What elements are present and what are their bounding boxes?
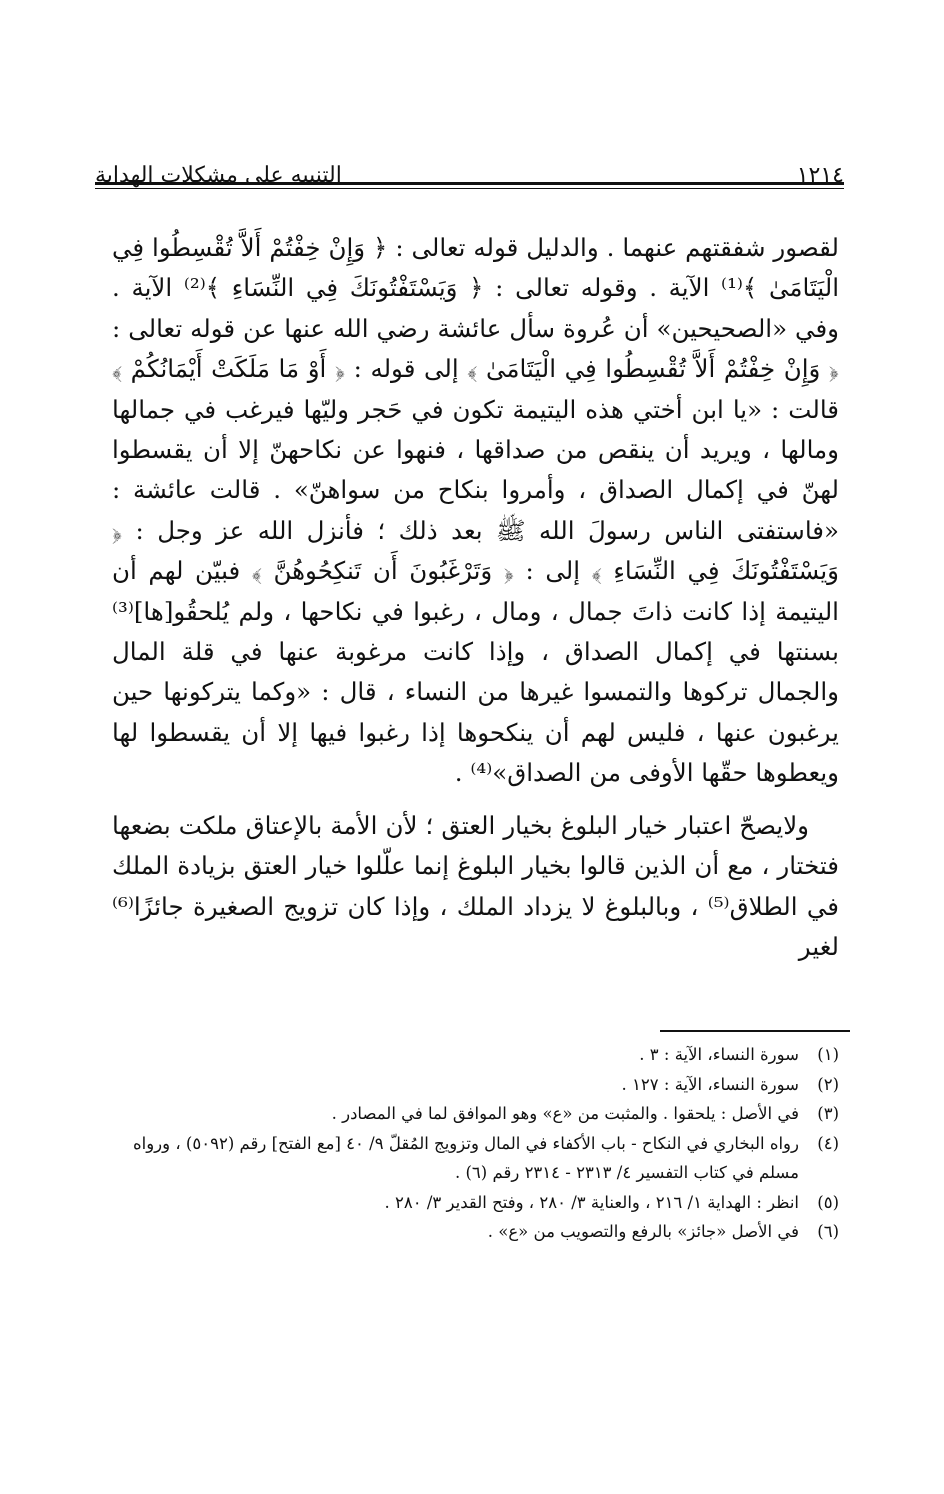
footnote — [112, 1188, 839, 1218]
footnote-text: سورة النساء، الآية : ٣ . — [639, 1045, 799, 1064]
main-text — [112, 228, 839, 967]
footnote-number: (٣) — [817, 1104, 839, 1123]
footnote-text: في الأصل «جائز» بالرفع والتصويب من «ع» . — [487, 1222, 799, 1241]
footnote-number: (٥) — [817, 1192, 839, 1212]
footnote-separator — [660, 1030, 850, 1032]
footnote-text: سورة النساء، الآية : ١٢٧ . — [621, 1074, 799, 1094]
footnote-text: رواه البخاري في النكاح - باب الأكفاء في المال وتزويج المُقلّ ٩/ ٤٠ [مع الفتح] رقم (٥٠٩٢) ، ورواه مسلم في كتاب التفسير ٤/ ٢٣١٣ - ٢٣١٤ رقم (٦) . — [132, 1133, 799, 1182]
footnote — [112, 1129, 839, 1188]
footnote — [112, 1217, 839, 1247]
footnote — [112, 1070, 839, 1100]
header-rule-thin — [95, 188, 844, 189]
footnote-number: (٦) — [817, 1222, 839, 1241]
book-title: التنبيه على مشكلات الهداية — [95, 163, 342, 188]
footnote — [112, 1040, 839, 1070]
paragraph: ولايصحّ اعتبار خيار البلوغ بخيار العتق ؛ لأن الأمة بالإعتاق ملكت بضعها فتختار ، مع أن الذين قالوا بخيار البلوغ إنما علّلوا خيار العتق بزيادة الملك في الطلاق⁽⁵⁾ ، وبالبلوغ لا يزداد الملك ، وإذا كان تزويج الصغيرة جائزًا⁽⁶⁾ لغير — [112, 810, 840, 961]
footnote — [112, 1099, 839, 1129]
footnote-number: (١) — [817, 1045, 839, 1064]
header-rule-thick — [95, 182, 844, 185]
footnote-number: (٤) — [817, 1133, 839, 1153]
footnote-text: في الأصل : يلحقوا . والمثبت من «ع» وهو الموافق لما في المصادر . — [331, 1104, 799, 1123]
footnote-number: (٢) — [817, 1074, 839, 1094]
footnotes — [112, 1040, 839, 1247]
paragraph: لقصور شفقتهم عنهما . والدليل قوله تعالى : ﴿ وَإِنْ خِفْتُمْ أَلاَّ تُقْسِطُوا فِي الْيَتَامَىٰ ﴾⁽¹⁾ الآية . وقوله تعالى : ﴿ وَيَسْتَفْتُونَكَ فِي النِّسَاءِ ﴾⁽²⁾ الآية . وفي «الصحيحين» أن عُروة سأل عائشة رضي الله عنها عن قوله تعالى : ﴿ وَإِنْ خِفْتُمْ أَلاَّ تُقْسِطُوا فِي الْيَتَامَىٰ ﴾ إلى قوله : ﴿ أَوْ مَا مَلَكَتْ أَيْمَانُكُمْ ﴾ قالت : «يا ابن أختي هذه اليتيمة تكون في حَجر وليّها فيرغب في جمالها ومالها ، ويريد أن ينقص من صداقها ، فنهوا عن نكاحهنّ إلا أن يقسطوا لهنّ في إكمال الصداق ، وأمروا بنكاح من سواهنّ» . قالت عائشة : «فاستفتى الناس رسولَ الله ﷺ بعد ذلك ؛ فأنزل الله عز وجل : ﴿ وَيَسْتَفْتُونَكَ فِي النِّسَاءِ ﴾ إلى : ﴿ وَتَرْغَبُونَ أَن تَنكِحُوهُنَّ ﴾ فبيّن لهم أن اليتيمة إذا كانت ذاتَ جمال ، ومال ، رغبوا في نكاحها ، ولم يُلحقُو[ها]⁽³⁾ بسنتها في إكمال الصداق ، وإذا كانت مرغوبة عنها في قلة المال والجمال تركوها والتمسوا غيرها من النساء ، قال : «وكما يتركونها حين يرغبون عنها ، فليس لهم أن ينكحوها إذا رغبوا فيها إلا أن يقسطوا لها ويعطوها حقّها الأوفى من الصداق»⁽⁴⁾ . — [112, 233, 840, 788]
footnote-text: انظر : الهداية ١/ ٢١٦ ، والعناية ٣/ ٢٨٠ ، وفتح القدير ٣/ ٢٨٠ . — [384, 1192, 799, 1212]
page-number: ١٢١٤ — [796, 163, 844, 188]
